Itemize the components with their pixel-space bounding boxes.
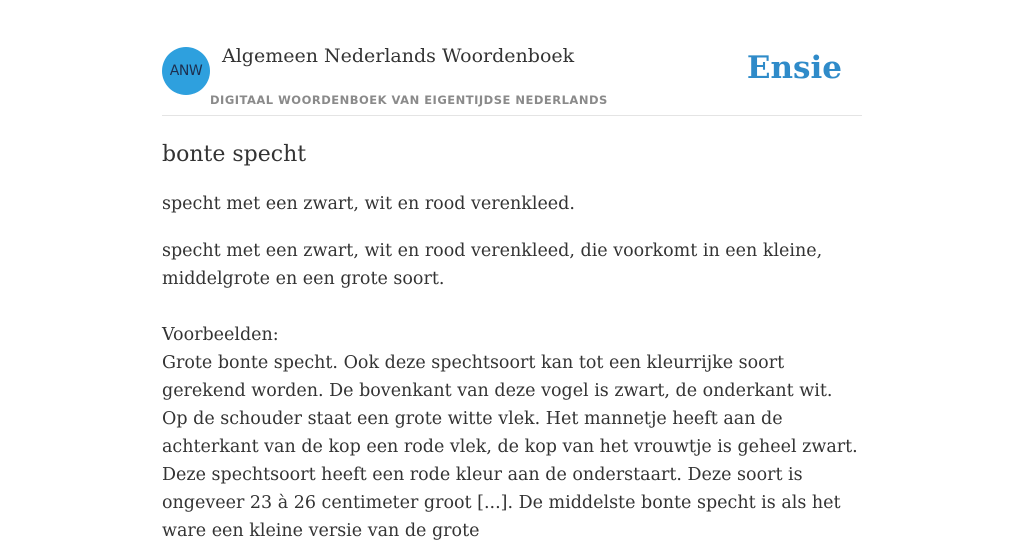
definition-long: specht met een zwart, wit en rood verenkleed, die voorkomt in een kleine, middelgrote en een grote soort. [162, 241, 823, 289]
site-title[interactable]: Algemeen Nederlands Woordenboek [222, 45, 575, 67]
anw-logo[interactable]: ANW [162, 47, 210, 95]
ensie-logo-link[interactable]: Ensie [746, 50, 842, 86]
definition-short: specht met een zwart, wit en rood verenkleed. [162, 194, 575, 214]
examples-label: Voorbeelden: [162, 325, 279, 345]
main-content [162, 0, 862, 545]
examples-text: Grote bonte specht. Ook deze spechtsoort kan tot een kleurrijke soort gerekend worden. De bovenkant van deze vogel is zwart, de onderkant wit. Op de schouder staat een grote witte vlek. Het mannetje heeft aan de achterkant van de kop een rode vlek, de kop van het vrouwtje is geheel zwart. Deze spechtsoort heeft een rode kleur aan de onderstaart. Deze soort is ongeveer 23 à 26 centimeter groot [...]. De middelste bonte specht is als het ware een kleine versie van de grote [162, 353, 858, 541]
site-subtitle: DIGITAAL WOORDENBOEK VAN EIGENTIJDSE NEDERLANDS [210, 93, 608, 107]
site-header [162, 0, 862, 116]
entry-term: bonte specht [162, 142, 307, 167]
